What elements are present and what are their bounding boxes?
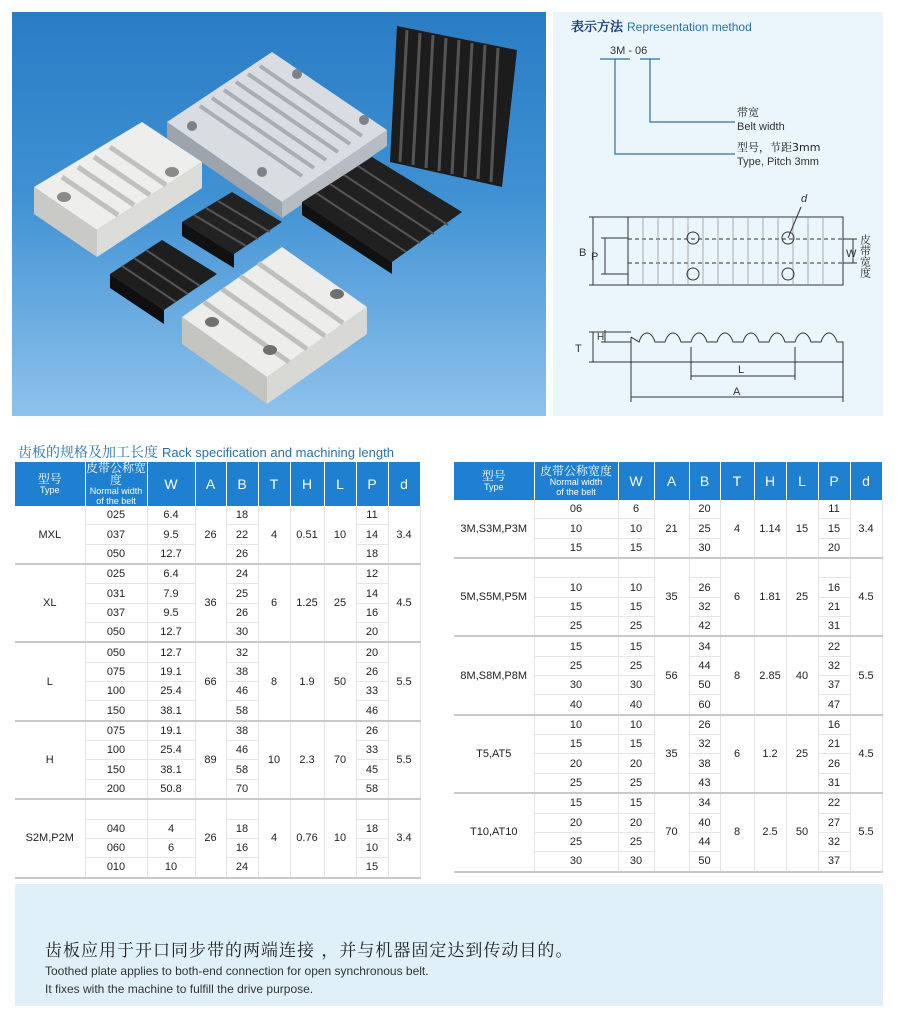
b-cell: 32 [689,735,720,754]
header-a: A [195,462,226,506]
belt-width-cn: 带宽 [737,106,759,119]
w-cell: 38.1 [147,760,195,779]
p-cell: 33 [356,682,388,701]
p-cell: 11 [818,500,850,519]
p-cell: 37 [818,676,850,695]
b-cell: 26 [689,578,720,597]
header-b: B [226,462,258,506]
header-type: 型号 Type [15,462,85,506]
w-cell: 25 [618,656,654,675]
d-cell: 4.5 [388,564,420,642]
l-cell: 70 [324,721,356,799]
black-rack-plate-large [390,26,517,187]
w-cell: 20 [618,754,654,773]
d-cell: 3.4 [388,799,420,877]
w-cell: 12.7 [147,544,195,564]
b-cell: 24 [226,564,258,584]
p-cell: 26 [818,754,850,773]
table-header-row [454,462,882,500]
width-code-cell [85,799,147,819]
l-cell: 25 [786,558,818,636]
b-cell [689,558,720,578]
table-row [454,636,882,656]
width-code-cell: 050 [85,544,147,564]
dim-label-h: H [597,332,605,343]
type-cell: T5,AT5 [454,715,534,793]
header-l: L [324,462,356,506]
a-cell: 26 [195,799,226,877]
h-cell: 1.9 [290,642,324,720]
b-cell: 50 [689,676,720,695]
header-p: P [818,462,850,500]
dim-label-t: T [575,343,582,355]
p-cell: 14 [356,584,388,603]
b-cell: 18 [226,506,258,525]
w-cell: 50.8 [147,779,195,799]
p-cell: 14 [356,525,388,544]
b-cell: 20 [689,500,720,519]
representation-title-en: Representation method [627,20,752,34]
section-title-en: Rack specification and machining length [162,445,394,460]
b-cell: 25 [226,584,258,603]
b-cell: 26 [226,544,258,564]
dim-label-l: L [738,364,745,376]
width-code-cell: 15 [534,735,618,754]
width-code-cell: 30 [534,676,618,695]
w-cell: 15 [618,597,654,616]
p-cell: 18 [356,819,388,838]
type-cell: L [15,642,85,720]
p-cell: 12 [356,564,388,584]
table-row [454,715,882,735]
table-row [15,721,420,741]
w-cell: 10 [618,715,654,735]
w-cell: 19.1 [147,721,195,741]
b-cell: 32 [689,597,720,616]
l-cell: 50 [324,642,356,720]
w-cell: 6.4 [147,506,195,525]
b-cell: 46 [226,741,258,760]
b-cell: 43 [689,773,720,793]
w-cell: 25 [618,832,654,851]
width-code-cell: 25 [534,617,618,637]
p-cell: 22 [818,636,850,656]
header-normal-width: 皮带公称宽度 Normal width of the belt [85,461,146,506]
h-cell: 1.14 [754,500,786,558]
b-cell: 50 [689,852,720,872]
table-row [15,642,420,662]
p-cell: 20 [356,623,388,643]
b-cell: 22 [226,525,258,544]
p-cell: 21 [818,735,850,754]
dim-label-p: P [591,251,599,263]
width-code-cell: 075 [85,662,147,681]
p-cell: 45 [356,760,388,779]
b-cell: 46 [226,682,258,701]
type-pitch-en: Type, Pitch 3mm [737,156,819,168]
b-cell: 16 [226,838,258,857]
t-cell: 8 [258,642,290,720]
table-row [454,500,882,519]
width-code-cell: 100 [85,682,147,701]
p-cell: 26 [356,721,388,741]
table-header-row [15,462,420,506]
header-d: d [388,462,420,506]
w-cell: 10 [147,858,195,878]
dim-label-w: W [846,248,857,260]
w-cell: 25 [618,617,654,637]
w-cell: 9.5 [147,603,195,622]
b-cell: 34 [689,636,720,656]
w-cell: 15 [618,735,654,754]
section-title [18,442,394,462]
h-cell: 0.51 [290,506,324,564]
type-cell: S2M,P2M [15,799,85,877]
footer-text-en-line1: Toothed plate applies to both-end connection for open synchronous belt. [45,964,429,978]
p-cell: 31 [818,773,850,793]
b-cell: 44 [689,656,720,675]
w-cell: 25 [618,773,654,793]
b-cell: 26 [689,715,720,735]
width-code-cell: 025 [85,564,147,584]
p-cell: 31 [818,617,850,637]
a-cell: 35 [654,715,689,793]
width-code-cell: 25 [534,832,618,851]
width-code-cell: 037 [85,525,147,544]
rack-spec-table-left [15,462,421,879]
width-code-cell: 10 [534,715,618,735]
l-cell: 15 [786,500,818,558]
type-cell: MXL [15,506,85,564]
h-cell: 2.3 [290,721,324,799]
b-cell: 25 [689,519,720,538]
width-code-cell: 037 [85,603,147,622]
header-w: W [147,462,195,506]
d-cell: 5.5 [850,636,882,714]
a-cell: 21 [654,500,689,558]
representation-title-cn: 表示方法 [571,20,624,35]
w-cell [147,799,195,819]
t-cell: 6 [720,715,754,793]
w-cell: 12.7 [147,642,195,662]
d-cell: 4.5 [850,558,882,636]
p-cell [818,558,850,578]
h-cell: 0.76 [290,799,324,877]
b-cell: 44 [689,832,720,851]
table-row [15,799,420,819]
b-cell: 18 [226,819,258,838]
w-cell: 7.9 [147,584,195,603]
table-row [454,793,882,813]
t-cell: 4 [720,500,754,558]
width-code-cell: 100 [85,741,147,760]
width-code-cell: 25 [534,773,618,793]
header-normal-width: 皮带公称宽度 Normal width of the belt [534,462,618,500]
width-code-cell: 10 [534,578,618,597]
h-cell: 1.2 [754,715,786,793]
header-l: L [786,462,818,500]
rack-spec-table-right [454,462,883,873]
l-cell: 25 [786,715,818,793]
d-cell: 5.5 [388,721,420,799]
rack-side-view-drawing [589,330,843,402]
header-type: 型号 Type [454,462,534,500]
b-cell: 42 [689,617,720,637]
t-cell: 4 [258,799,290,877]
p-cell: 15 [356,858,388,878]
representation-method-panel [553,12,883,416]
p-cell: 32 [818,656,850,675]
p-cell: 27 [818,813,850,832]
b-cell: 34 [689,793,720,813]
b-cell: 70 [226,779,258,799]
b-cell: 24 [226,858,258,878]
h-cell: 2.5 [754,793,786,871]
p-cell: 15 [818,519,850,538]
p-cell: 46 [356,701,388,721]
table-row [15,564,420,584]
section-title-cn: 齿板的规格及加工长度 [18,445,158,461]
header-t: T [720,462,754,500]
b-cell: 58 [226,701,258,721]
w-cell: 25.4 [147,682,195,701]
l-cell: 25 [324,564,356,642]
product-photo [12,12,546,416]
p-cell: 33 [356,741,388,760]
w-cell: 15 [618,793,654,813]
dim-label-b: B [579,247,587,259]
width-code-cell: 20 [534,754,618,773]
w-cell: 4 [147,819,195,838]
p-cell: 16 [818,578,850,597]
belt-width-vertical-label: 皮带宽度 [858,234,872,278]
width-code-cell: 150 [85,701,147,721]
width-code-cell [534,558,618,578]
w-cell: 25.4 [147,741,195,760]
width-code-cell: 031 [85,584,147,603]
b-cell: 40 [689,813,720,832]
b-cell: 38 [226,721,258,741]
w-cell: 19.1 [147,662,195,681]
w-cell: 6 [618,500,654,519]
p-cell: 10 [356,838,388,857]
a-cell: 35 [654,558,689,636]
dim-label-d: d [801,193,808,205]
b-cell: 30 [226,623,258,643]
w-cell: 30 [618,676,654,695]
type-cell: 3M,S3M,P3M [454,500,534,558]
p-cell: 20 [818,538,850,558]
w-cell: 30 [618,852,654,872]
width-code-cell: 025 [85,506,147,525]
width-code-cell: 40 [534,695,618,715]
width-code-cell: 200 [85,779,147,799]
type-cell: XL [15,564,85,642]
d-cell: 5.5 [850,793,882,871]
w-cell: 38.1 [147,701,195,721]
width-code-cell: 06 [534,500,618,519]
p-cell: 16 [356,603,388,622]
width-code-cell: 15 [534,793,618,813]
t-cell: 8 [720,793,754,871]
h-cell: 1.25 [290,564,324,642]
l-cell: 40 [786,636,818,714]
p-cell: 18 [356,544,388,564]
representation-code-leaders [600,59,735,154]
w-cell: 15 [618,538,654,558]
width-code-cell: 060 [85,838,147,857]
b-cell: 38 [689,754,720,773]
type-cell: 8M,S8M,P8M [454,636,534,714]
b-cell: 58 [226,760,258,779]
w-cell: 6.4 [147,564,195,584]
width-code-cell: 15 [534,597,618,616]
d-cell: 5.5 [388,642,420,720]
a-cell: 36 [195,564,226,642]
l-cell: 50 [786,793,818,871]
width-code-cell: 075 [85,721,147,741]
b-cell: 38 [226,662,258,681]
width-code-cell: 15 [534,538,618,558]
dim-label-a: A [733,386,741,398]
width-code-cell: 30 [534,852,618,872]
h-cell: 1.81 [754,558,786,636]
p-cell: 26 [356,662,388,681]
w-cell: 10 [618,578,654,597]
t-cell: 6 [258,564,290,642]
header-h: H [754,462,786,500]
a-cell: 56 [654,636,689,714]
t-cell: 8 [720,636,754,714]
type-cell: H [15,721,85,799]
width-code-cell: 010 [85,858,147,878]
t-cell: 4 [258,506,290,564]
header-h: H [290,462,324,506]
footer-description [15,884,883,1006]
type-cell: 5M,S5M,P5M [454,558,534,636]
header-t: T [258,462,290,506]
b-cell [226,799,258,819]
h-cell: 2.85 [754,636,786,714]
type-pitch-cn: 型号，节距3mm [737,141,821,154]
a-cell: 26 [195,506,226,564]
header-b: B [689,462,720,500]
rack-top-view-drawing [589,207,857,285]
p-cell: 21 [818,597,850,616]
w-cell: 20 [618,813,654,832]
w-cell [618,558,654,578]
width-code-cell: 050 [85,623,147,643]
p-cell: 22 [818,793,850,813]
w-cell: 6 [147,838,195,857]
l-cell: 10 [324,799,356,877]
a-cell: 89 [195,721,226,799]
l-cell: 10 [324,506,356,564]
belt-width-en: Belt width [737,121,785,133]
representation-code: 3M - 06 [610,45,648,57]
width-code-cell: 040 [85,819,147,838]
b-cell: 60 [689,695,720,715]
d-cell: 3.4 [850,500,882,558]
b-cell: 30 [689,538,720,558]
p-cell: 37 [818,852,850,872]
header-d: d [850,462,882,500]
p-cell: 32 [818,832,850,851]
footer-text-cn: 齿板应用于开口同步带的两端连接 ，并与机器固定达到传动目的。 [45,941,574,961]
b-cell: 26 [226,603,258,622]
p-cell: 47 [818,695,850,715]
width-code-cell: 10 [534,519,618,538]
p-cell: 58 [356,779,388,799]
b-cell: 32 [226,642,258,662]
w-cell: 12.7 [147,623,195,643]
w-cell: 9.5 [147,525,195,544]
table-row [15,506,420,525]
width-code-cell: 15 [534,636,618,656]
width-code-cell: 20 [534,813,618,832]
p-cell: 11 [356,506,388,525]
t-cell: 10 [258,721,290,799]
header-w: W [618,462,654,500]
a-cell: 70 [654,793,689,871]
a-cell: 66 [195,642,226,720]
p-cell: 16 [818,715,850,735]
table-row [454,558,882,578]
w-cell: 10 [618,519,654,538]
footer-text-en-line2: It fixes with the machine to fulfill the drive purpose. [45,982,314,996]
header-p: P [356,462,388,506]
p-cell [356,799,388,819]
header-a: A [654,462,689,500]
p-cell: 20 [356,642,388,662]
width-code-cell: 25 [534,656,618,675]
type-cell: T10,AT10 [454,793,534,871]
w-cell: 40 [618,695,654,715]
width-code-cell: 150 [85,760,147,779]
width-code-cell: 050 [85,642,147,662]
d-cell: 4.5 [850,715,882,793]
d-cell: 3.4 [388,506,420,564]
w-cell: 15 [618,636,654,656]
t-cell: 6 [720,558,754,636]
